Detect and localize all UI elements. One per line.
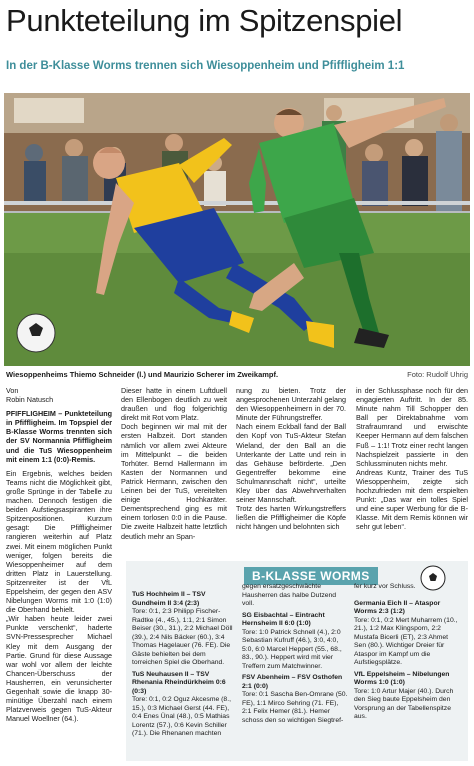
headline: Punkteteilung im Spitzenspiel — [6, 3, 403, 38]
results-column-2 — [242, 583, 348, 728]
match-photo — [4, 93, 470, 366]
result-heading: SG Eisbachtal – Eintracht Hernsheim II 6:0 (1:0) — [242, 611, 325, 627]
photo-caption-bar — [4, 368, 470, 382]
result-heading: TuS Hochheim II – TSV Gundheim II 3:4 (2:3) — [132, 591, 206, 607]
paragraph: Nach einem Eckball fand der Ball den Kopf von TuS-Akteur Stefan Wieland, der den Ball an die Unterkante der Latte und rein in das Gehäuse beförderte. „Den Gegentreffer bekomme eine Schulmannschaft nicht“, urteilte Kley über das Abwehrverhalten seiner Mannschaft. — [236, 422, 346, 505]
result-item — [242, 612, 348, 672]
result-item — [132, 671, 236, 739]
byline-von: Von — [6, 386, 19, 395]
subheadline: In der B-Klasse Worms trennen sich Wiesoppenheim und Pfiffligheim 1:1 — [6, 60, 405, 72]
article-column-1 — [6, 386, 112, 723]
result-heading: FSV Abenheim – FSV Osthofen 2:1 (0:0) — [242, 674, 343, 690]
result-text: Tore: 0:1, 2:3 Philipp Fischer-Radtke (4., 45.), 1:1, 2:1 Simon Beiser (30., 31.), 2:2 Michael Döll (39.), 2:4 Nils Bäcker (60.), 3:4 Thomas Hagelauer (76. FE). Die Gäste behielten bei dem torreichen Spiel die Oberhand. — [132, 608, 233, 666]
article-column-3 — [236, 386, 346, 532]
article-column-2 — [121, 386, 227, 541]
paragraph: Dieser hatte in einem Luftduell den Ellenbogen deutlich zu weit draußen und flog folgerichtig direkt mit Rot vom Platz. — [121, 386, 227, 423]
byline-author: Robin Natusch — [6, 395, 54, 405]
result-text: Tore: 0:1, 0:2 Oguz Akcesme (8., 15.), 0:3 Michael Gerst (44. FE), 0:4 Enes Ünal (48.), 0:5 Mathias Lorentz (57.), 0:6 Kevin Schiller (71.). Die Rhenanen machten — [132, 696, 231, 737]
result-item — [242, 674, 348, 725]
result-heading: TuS Neuhausen II – TSV Rhenania Rheindürkheim 0:6 (0:3) — [132, 670, 226, 695]
result-heading: VfL Eppelsheim – Nibelungen Worms 1:0 (1:0) — [354, 670, 450, 686]
football — [17, 314, 55, 352]
results-column-3 — [354, 583, 462, 725]
result-item — [354, 671, 462, 722]
paragraph: „Wir haben heute leider zwei Punkte verschenkt“, haderte SVN-Pressesprecher Michael Kley mit dem Ausgang der Partie. Grund für diese Aussage war wohl vor allem der leichte Chancen-Überschuss der Hausherren, ein verunsicherter Gegenhalt sowie die knapp 30-minütige Überzahl nach einem Platzverweis gegen TuS-Akteur Manuel Woellner (64.). — [6, 614, 112, 724]
result-item — [132, 591, 236, 668]
result-heading: Germania Eich II – Ataspor Worms 2:3 (1:2) — [354, 599, 441, 615]
paragraph: Ein Ergebnis, welches beiden Teams nicht die Möglichkeit gibt, große Sprünge in der Tabelle zu machen. Dennoch festigen die beiden Aufstiegsaspiranten ihre Spitzenpositionen. Kurzum gesagt: Die Pfiffligheimer rangieren weiterhin auf Platz zwei. Mit einem möglichen Punkt weniger, folgen bereits die Wiesoppenheimer auf dem dritten Platz in Lauerstellung. Spitzenreiter ist der VfL Eppelsheim, der gegen den ASV Nibelungen Worms mit 1:0 (1:0) die Oberhand behielt. — [6, 468, 112, 615]
result-text: Tore: 0:1, 0:2 Mert Muharrem (10., 21.), 1:2 Max Klingsporn, 2:2 Mustafa Bicerli (ET), 2:3 Ahmet Sen (80.). Wichtiger Dreier für Ataspor im Kampf um die Aufstiegsplätze. — [354, 616, 458, 666]
result-text: Tore: 1:0 Patrick Schnell (4.), 2:0 Sebastian Kufruff (46.), 3:0, 4:0, 5:0, 6:0 Marcel Heppert (55., 68., 83., 90.). Heppert wird mit vier Treffern zum Matchwinner. — [242, 628, 342, 670]
result-text: gegen ersatzgeschwächte Hausherren das halbe Dutzend voll. — [242, 583, 337, 607]
results-column-1 — [132, 591, 236, 742]
byline — [6, 386, 112, 404]
photo-credit: Foto: Rudolf Uhrig — [407, 370, 468, 379]
result-text: Tore: 1:0 Artur Majer (40.). Durch den Sieg baute Eppelsheim den Vorsprung an der Tabellenspitze aus. — [354, 687, 454, 720]
result-item — [354, 600, 462, 668]
result-text: fer kurz vor Schluss. — [354, 583, 416, 590]
lead-paragraph: PFIFFLIGHEIM – Punkteteilung in Pfiffligheim. Im Topspiel der B-Klasse Worms trennten sich der SV Normannia Pfiffligheim und die TuS Wiesoppenheim mit einem 1:1 (0:0)-Remis. — [6, 409, 112, 464]
result-text: Tore: 0:1 Sascha Ben-Omrane (50. FE), 1:1 Mirco Sehring (71. FE), 2:1 Felix Hemer (81.). Hemer schoss den so wichtigen Siegtref- — [242, 691, 348, 724]
paragraph: Andreas Kuntz, Trainer des TuS Wiesoppenheim, zeigte sich hochzufrieden mit dem erspielten Punkt: „Das war ein tolles Spiel und eine super Werbung für die B-Klasse. Mit dem Remis können wir sehr gut leben“. — [356, 467, 468, 532]
results-box-title: B-KLASSE WORMS — [244, 567, 378, 585]
paragraph: nung zu bieten. Trotz der angesprochenen Unterzahl gelang den Wiesoppenheimern in der 70. Minute der Führungstreffer. — [236, 386, 346, 423]
paragraph: Trotz des harten Wirkungstreffers ließen die Pfiffligheimer die Köpfe nicht hängen und belohnten sich — [236, 504, 346, 532]
results-box — [126, 561, 468, 761]
article-column-4 — [356, 386, 468, 532]
paragraph: Doch beginnen wir mal mit der ersten Halbzeit. Dort standen nämlich vor allem zwei Akteure im Mittelpunkt – die beiden Torhüter. Bernd Hallermann im Kasten der Normannen und Patrick Hermann, zwischen den Leinen bei der TuS, vereitelten einige Hochkaräter. Dementsprechend ging es mit einem torlosen 0:0 in die Pause. Die zweite Halbzeit hatte letztlich deutlich mehr an Span- — [121, 422, 227, 541]
paragraph: in der Schlussphase noch für den engagierten Auftritt. In der 85. Minute nahm Till Schopper den Ball per Direktabnahme vom Strafraumrand und erwischte Keeper Hermann auf dem falschen Fuß – 1:1! Trotz einer recht langen Nachspielzeit passierte in den Schlussminuten nichts mehr. — [356, 386, 468, 468]
photo-caption: Wiesoppenheims Thiemo Schneider (l.) und Maurizio Scherer im Zweikampf. — [6, 370, 279, 379]
